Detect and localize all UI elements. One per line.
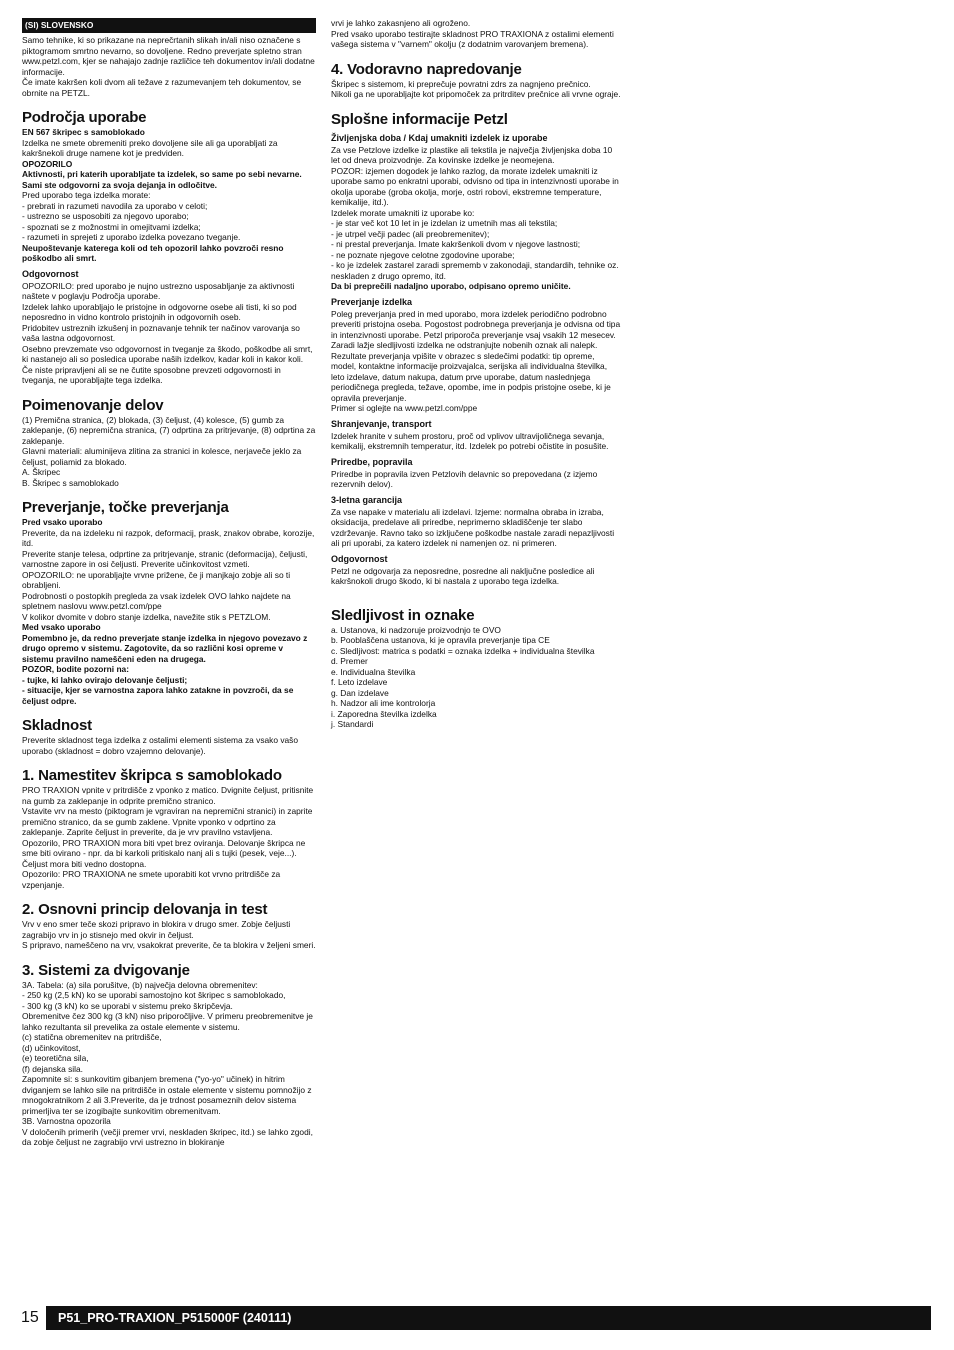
princip-text: Vrv v eno smer teče skozi pripravo in blokira v drugo smer. Zobje čeljusti zagrabijo vrv in jo stisnejo med okvir in čeljust. S pripravo, nameščeno na vrv, vsakokrat preverite, če ta blokira v željeni smeri. [22,919,316,950]
shranjevanje-text: Izdelek hranite v suhem prostoru, proč od vplivov ultravijoličnega sevanja, kemikalij, ekstremnih temperatur, itd. Izdelek po potrebi očistite in posušite. [331,430,609,451]
preverjanje-izdelka-text: Poleg preverjanja pred in med uporabo, mora izdelek periodično podrobno preveriti pristojna oseba. Pogostost podrobnega preverjanja je odvisna od tipa in intenzivnosti uporabe. Petzl priporoča preverjanje vsaj vsakih 12 mesecev. Zaradi lažje sledljivosti izdelka ne odstranjujte nobenih oznak ali nalepk. Rezultate preverjanja vpišite v obrazec s sledečimi podatki: tip opreme, model, kontaktne informacije proizvajalca, serijska ali individualna številka, leto izdelave, datum nakupa, datum prve uporabe, datum naslednjega periodičnega pregleda, težave, opombe, ime in podpis pristojne osebe, ki je opravila preverjanje. Primer si oglejte na www.petzl.com/ppe [331,308,621,413]
warning-text-2: Sami ste odgovorni za svoja dejanja in odločitve. [22,179,218,190]
page-number: 15 [21,1309,39,1326]
subheading-shranjevanje: Shranjevanje, transport [331,418,432,429]
right-column [331,18,621,730]
standard-label: EN 567 škripec s samoblokado [22,127,145,137]
section-title-skladnost: Skladnost [22,717,92,734]
section-title-preverjanje: Preverjanje, točke preverjanja [22,499,229,516]
unicite-text: Da bi preprečili nadaljno uporabo, odpisano opremo uničite. [331,281,571,291]
subheading-pred-uporabo: Pred vsako uporabo [22,517,103,527]
namestitev-text: PRO TRAXION vpnite v pritrdišče z vponko z matico. Dvignite čeljust, pritisnite na gumb za zaklepanje in odprite premično stranico. Vstavite vrv na mesto (piktogram je vgraviran na nepremični stranici) in zaprite premično stranico, da se gumb zaklene. Vpnite vponko v odprtino za zaklepanje. Zaprite čeljust in preverite, da je vrv pravilno vstavljena. Opozorilo, PRO TRAXION mora biti vpet brez oviranja. Delovanje škripca ne sme biti ovirano - npr. da bi karkoli pritiskalo nanj ali s tujki (pesek, veje...). Čeljust mora biti vedno dostopna. Opozorilo: PRO TRAXIONA ne smete uporabiti kot vrvno pritrdišče za vzpenjanje. [22,785,314,890]
priredbe-text: Priredbe in popravila izven Petzlovih delavnic so prepovedana (z izjemo rezervnih delov). [331,468,598,489]
preverjanje-text: Preverite, da na izdeleku ni razpok, deformacij, prask, znakov obrabe, korozije, itd. Preverite stanje telesa, odprtine za pritrjevanje, stranic (deformacija), čeljusti, varnostne zapore in osi čeljusti. Preverite učinkovitost vzmeti. OPOZORILO: ne uporabljajte vrvne priženе, če ji manjkajo zobje ali so ti obrabljeni. Podrobnosti o postopkih pregleda za vsak izdelek OVO lahko najdete na spletnem naslovu www.petzl.com/ppe V kolikor dvomite v dobro stanje izdelka, navežite stik s PETZLOM. [22,527,315,622]
warning-text-3: Neupoštevanje katerega koli od teh opozoril lahko povzroči resno poškodbo ali smrt. [22,242,284,263]
section-title-sistemi: 3. Sistemi za dvigovanje [22,961,190,979]
continued-text: vrvi je lahko zakasnjeno ali ogroženo. Pred vsako uporabo testirajte skladnost PRO TRAXIONA z ostalimi elementi vašega sistema v "varnem" okolju (z dodatnim varovanjem bremena). [331,18,614,49]
section-title-sledljivost: Sledljivost in oznake [331,606,475,624]
footer-doc-id: P51_PRO-TRAXION_P515000F (240111) [46,1306,931,1330]
subheading-odgovornost: Odgovornost [331,553,388,564]
warning-title: OPOZORILO [22,158,73,169]
subheading-med-uporabo: Med vsako uporabo [22,622,101,632]
subsection-title-odgovornost: Odgovornost [22,268,79,279]
section-title-podrocja: Področja uporabe [22,109,147,126]
section-title-princip: 2. Osnovni princip delovanja in test [22,901,268,918]
list-item: - prebrati in razumeti navodila za uporabo v celoti; [22,200,208,211]
section-title-poimenovanje: Poimenovanje delov [22,396,164,414]
subheading-garancija: 3-letna garancija [331,494,403,505]
section-title-splosne: Splošne informacije Petzl [331,110,508,128]
poimenovanje-text: (1) Premična stranica, (2) blokada, (3) čeljust, (4) kolesce, (5) gumb za zaklepanje, (6) nepremična stranica, (7) odprtina za pritrjevanje, (8) odprtina za zaklepanje. Glavni materiali: aluminijeva zlitina za stranici in kolesce, nerjaveče jeklo za čeljust, poliamid za blokado. A. Škripec B. Škripec s samoblokado [22,414,316,488]
zivljenjska-doba-text: Za vse Petzlove izdelke iz plastike ali tekstila je največja življenjska doba 10 let od dneva proizvodnje. Za kovinske izdelke je neomejena. POZOR: izjemen dogodek je lahko razlog, da morate izdelek umakniti iz uporabe samo po enkratni uporabi, odvisno od tipa in intenzivnosti uporabe in okolja uporabe (groba okolja, morje, ostri robovi, ekstremne temperature, kemikalije, itd.). Izdelek morate umakniti iz uporabe ko: - je star več kot 10 let in je izdelan iz umetnih mas ali tekstila; - je utrpel večji padec (ali preobremenitev); - ni prestal preverjanja. Imate kakršenkoli dvom v njegove lastnosti; - ne poznate njegove celotne zgodovine uporabe; - ko je izdelek zastarel zaradi sprememb v zakonodaji, standardih, tehnike oz. neskladen z drugo opremo, itd. [331,144,619,281]
podrocja-text: Izdelka ne smete obremeniti preko dovoljene sile ali ga uporabljati za kakršnekoli druge namene kot je predviden. [22,137,278,158]
preverjanje-bold-text: Pomembno je, da redno preverjate stanje izdelka in njegovo povezavo z drugo opremo v sistemu. Zagotovite, da so različni kosi opreme v sistemu pravilno nameščeni eden na drugega. POZOR, bodite pozorni na: - tujke, ki lahko ovirajo delovanje čeljusti; - situacije, kjer se varnostna zapora lahko zatakne in povzroči, da se čeljust odpre. [22,632,308,706]
intro-text: Samo tehnike, ki so prikazane na neprečrtanih slikah in/ali niso označene s piktogramom smrtno nevarno, so dovoljene. Redno preverjate spletno stran www.petzl.com, kjer se nahajajo zadnje različice teh dokumentov in/ali dodatne informacije. Če imate kakršen koli dvom ali težave z razumevanjem teh dokumentov, se obrnite na PETZL. [22,35,315,98]
pre-use-text: Pred uporabo tega izdelka morate: [22,190,151,200]
garancija-text: Za vse napake v materialu ali izdelavi. Izjeme: normalna obraba in izraba, oksidacija, predelave ali priredbe, neprimerno skladiščenje ter slabo vzdrževanje. Ravno tako so izključene poškodbe nastale zaradi nepazljivosti ali pri uporabi, za katero izdelek ni namenjen oz. ni primeren. [331,506,615,548]
sledljivost-text: a. Ustanova, ki nadzoruje proizvodnjo te OVO b. Pooblaščena ustanova, ki je opravila preverjanje tipa CE c. Sledljivost: matrica s podatki = oznaka izdelka + individualna številka d. Premer e. Individualna številka f. Leto izdelave g. Dan izdelave h. Nadzor ali ime kontrolorja i. Zaporedna številka izdelka j. Standardi [331,624,595,729]
section-title-vodoravno: 4. Vodoravno napredovanje [331,60,522,78]
list-item: - spoznati se z možnostmi in omejitvami izdelka; [22,221,201,232]
vodoravno-text: Škripec s sistemom, ki preprečuje povratni zdrs za nagnjeno prečnico. Nikoli ga ne uporabljajte kot pripomoček za pritrditev prečnice ali vrvne ograje. [331,78,621,99]
skladnost-text: Preverite skladnost tega izdelka z ostalimi elementi sistema za vsako vašo uporabo (skladnost = dobro vzajemno delovanje). [22,735,299,756]
subheading-preverjanje-izdelka: Preverjanje izdelka [331,296,413,307]
left-column [22,18,316,1148]
language-label: (SI) SLOVENSKO [22,18,316,33]
list-item: - razumeti in sprejeti z uporabo izdelka povezano tveganje. [22,232,241,242]
odgovornost-petzl-text: Petzl ne odgovarja za neposredne, posredne ali naključne posledice ali kakršnokoli drugo škodo, ki bi nastala z uporabo tega izdelka. [331,565,595,586]
section-title-namestitev: 1. Namestitev škripca s samoblokado [22,767,282,784]
list-item: - ustrezno se usposobiti za njegovo uporabo; [22,211,189,221]
sistemi-text: 3A. Tabela: (a) sila porušitve, (b) največja delovna obremenitev: - 250 kg (2,5 kN) ko se uporabi samostojno kot škripec s samoblokado, - 300 kg (3 kN) ko se uporabi v sistemu preko škripčevja. Obremenitve čez 300 kg (3 kN) niso priporočljive. V primeru preobremenitve je lahko rezultanta sil prevelika za ostale elemente v sistemu. (c) statična obremenitev na pritrdišče, (d) učinkovitost, (e) teoretična sila, (f) dejanska sila. Zapomnite si: s sunkovitim gibanjem bremena ("yo-yo" učinek) in hitrim dviganjem se lahko sile na pritrdišče in ostale elemente v sistemu pomnožijo z mnogokratnikom 2 ali 3.Preverite, da je trdnost posameznih delov sistema primerljiva ter se izogibajte sunkovitim obremenitvam. 3B. Varnostna opozorila V določenih primerih (večji premer vrvi, neskladen škripec, itd.) se lahko zgodi, da zobje čeljust ne zagrabijo vrvi ustrezno in blokiranje [22,979,313,1147]
subheading-zivljenjska-doba: Življenjska doba / Kdaj umakniti izdelek iz uporabe [331,132,548,143]
warning-text-1: Aktivnosti, pri katerih uporabljate ta izdelek, so same po sebi nevarne. [22,169,302,179]
odgovornost-text: OPOZORILO: pred uporabo je nujno ustrezno usposabljanje za aktivnosti naštete v poglavju Področja uporabe. Izdelek lahko uporabljajo le pristojne in odgovorne osebe ali tisti, ki so pod neposredno in vidno kontrolo pristojnih in odgovornih oseb. Pridobitev ustreznih izkušenj in poznavanje tehnik ter načinov varovanja so vaša lastna odgovornost. Osebno prevzemate vso odgovornost in tveganje za škodo, poškodbe ali smrt, ki nastanejo ali so posledica uporabe naših izdelkov, kadar koli in kakor koli. Če niste pripravljeni ali se ne čutite sposobne prevzeti odgovornosti in tveganja, ne uporabljajte tega izdelka. [22,280,313,385]
subheading-priredbe: Priredbe, popravila [331,456,413,467]
